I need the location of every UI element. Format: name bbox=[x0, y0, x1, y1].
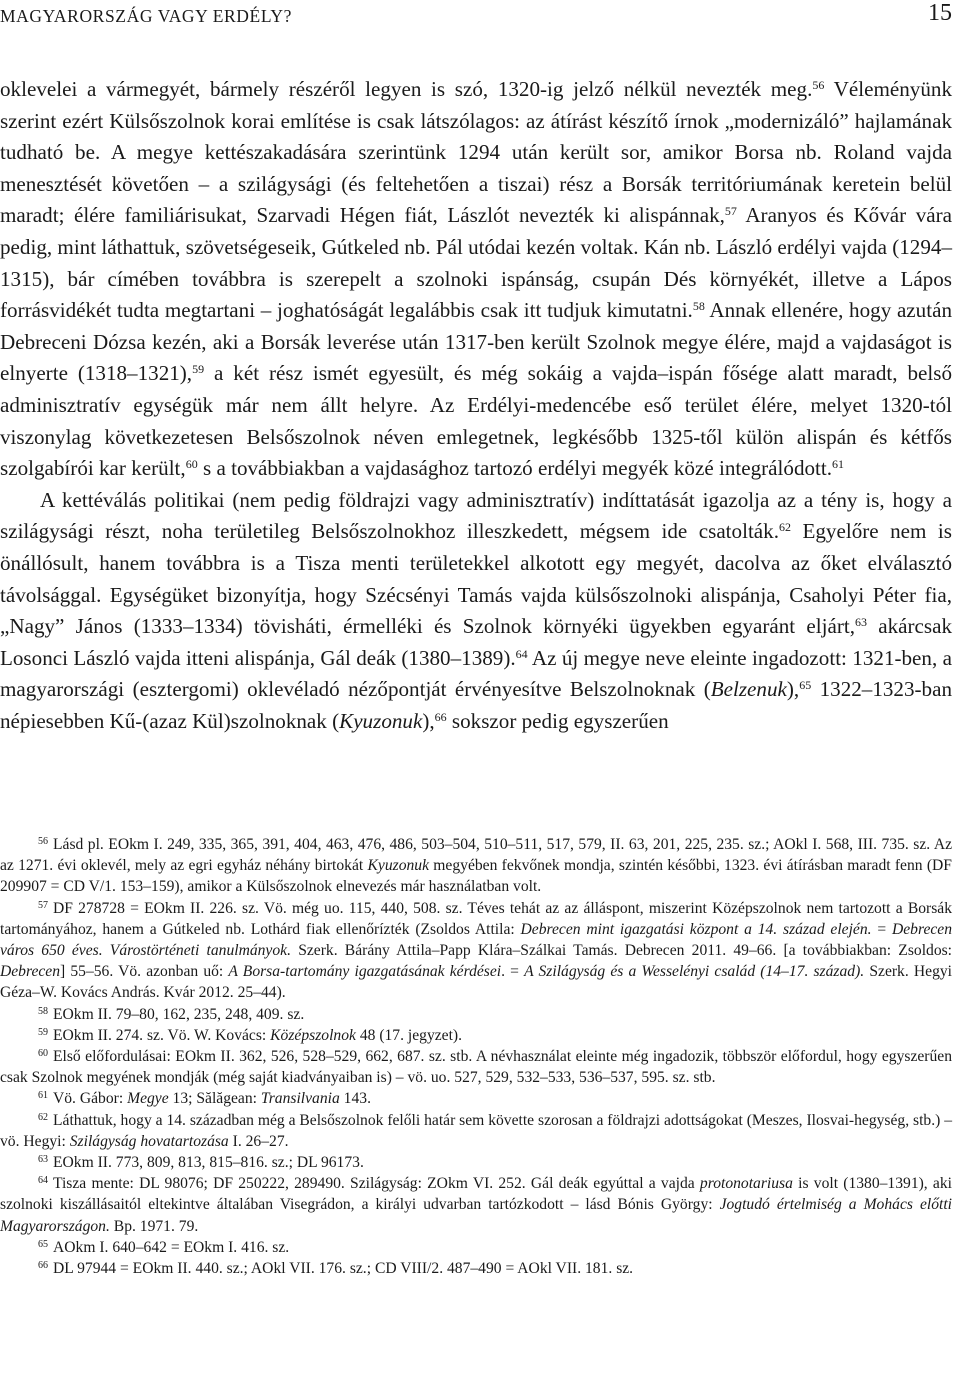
footnote-57 bbox=[0, 898, 952, 1004]
footnote-italic: Transilvania bbox=[260, 1090, 340, 1108]
footnote-text: 13; Sălăgean: bbox=[172, 1090, 257, 1108]
text-run: sokszor pedig egyszerűen bbox=[451, 708, 669, 733]
footnote-text: EOkm II. 274. sz. Vö. W. Kovács: bbox=[53, 1026, 267, 1044]
footnote-number: 64 bbox=[38, 1175, 48, 1187]
footnote-number: 62 bbox=[38, 1111, 48, 1123]
footnote-italic: Középszolnok bbox=[270, 1026, 356, 1044]
footnote-65 bbox=[0, 1237, 952, 1258]
footnote-text: Lásd pl. EOkm I. 249, 335, 365, 391, 404, 463, 476, 486, 503–504, 510–511, 517, 579, II. 63, 201, 225, 235. sz.; AOkl I. 568, III. 735. sz. Az az 1271. évi oklevél, mely az egri egyház néhány birtokát bbox=[0, 836, 952, 875]
footnote-text: is volt (1380–1391), aki szolnoki kiszállásaitól eltekintve általában Visegrádon, a királyi udvarban tartózkodott – lásd Bónis György: bbox=[0, 1175, 952, 1214]
footnote-italic: Szilágyság hovatartozása bbox=[69, 1132, 229, 1150]
text-run: ), bbox=[422, 708, 435, 733]
footnote-ref-64[interactable]: 64 bbox=[515, 646, 528, 661]
footnote-56 bbox=[0, 834, 952, 898]
footnote-italic: Jogtudó értelmiség a Mohács előtti Magyarországon. bbox=[0, 1196, 952, 1235]
text-run: Véleményünk szerint ezért Külsőszolnok korai említése is csak látszólagos: az átírást készítő írnok „modernizáló” hajlamának tudható be. A megye kettészakadására szerintünk 1294 után került sor, amikor Borsa nb. Roland vajda menesztését követően – a szilágysági (és feltehetően a tiszai) rész a Borsák territóriumának keretein belül maradt; élére familiárisukat, Szarvadi Hégen fiát, Lászlót nevezték ki alispánnak, bbox=[0, 77, 952, 228]
footnote-italic: A Szilágyság és a Wesselényi család (14–17. század). bbox=[524, 963, 865, 981]
footnote-61 bbox=[0, 1088, 952, 1109]
footnote-60 bbox=[0, 1046, 952, 1088]
footnote-ref-65[interactable]: 65 bbox=[799, 678, 812, 693]
footnote-66 bbox=[0, 1258, 952, 1279]
footnote-63 bbox=[0, 1152, 952, 1173]
footnote-ref-61[interactable]: 61 bbox=[832, 457, 845, 472]
footnote-number: 61 bbox=[38, 1090, 48, 1102]
footnote-ref-63[interactable]: 63 bbox=[854, 615, 867, 630]
footnote-number: 59 bbox=[38, 1026, 48, 1038]
footnote-ref-62[interactable]: 62 bbox=[779, 520, 791, 535]
footnote-ref-57[interactable]: 57 bbox=[724, 204, 737, 219]
footnote-italic: Debrecen város 650 éves. Várostörténeti tanulmányok. bbox=[0, 920, 952, 960]
footnote-ref-56[interactable]: 56 bbox=[812, 78, 825, 92]
footnote-text: . = bbox=[501, 963, 519, 981]
footnote-number: 66 bbox=[38, 1260, 48, 1272]
text-run: A kettéválás politikai (nem pedig földrajzi vagy adminisztratív) indíttatását igazolja az a tény is, hogy a szilágysági részt, noha területileg Belsőszolnokhoz illeszkedett, mégsem ide csatolták. bbox=[0, 487, 952, 544]
text-run: ), bbox=[786, 677, 800, 702]
footnote-text: EOkm II. 773, 809, 813, 815–816. sz.; DL 96173. bbox=[53, 1154, 364, 1172]
footnote-text: Szerk. Hegyi Géza–W. Kovács András. Kvár 2012. 25–44). bbox=[0, 963, 953, 1002]
footnote-text: Első előfordulásai: EOkm II. 362, 526, 528–529, 662, 687. sz. stb. A névhasználat eleinte még ingadozik, többször előfordul, hogy egyszerűen csak Szolnok megyének mondják (még saját kiadványaiban is) – vö. uo. 527, 529, 532–533, 536–537, 595. sz. stb. bbox=[0, 1048, 952, 1087]
main-text bbox=[0, 74, 952, 737]
footnote-number: 60 bbox=[38, 1048, 48, 1060]
footnote-ref-60[interactable]: 60 bbox=[185, 457, 198, 472]
footnote-italic: Kyuzonuk bbox=[367, 857, 430, 875]
text-run: László erdélyi vajda (1294–1315), bár címében továbbra is szerepelt a szolnoki ispánság, csupán Dés környékét, illetve a Lápos forrásvidékét tudta megtartani – joghatóságát legalábbis csak itt tudjuk kimutatni. bbox=[0, 234, 952, 323]
footnote-text: Szerk. Bárány Attila–Papp Klára–Szálkai Tamás. Debrecen 2011. 49–66. [a továbbiakban: Zsoldos: bbox=[298, 942, 953, 960]
paragraph-1 bbox=[0, 74, 952, 485]
footnote-64 bbox=[0, 1173, 952, 1237]
page-number: 15 bbox=[928, 0, 952, 26]
footnote-text: DL 97944 = EOkm II. 440. sz.; AOkl VII. 176. sz.; CD VIII/2. 487–490 = AOkl VII. 181. sz. bbox=[53, 1260, 634, 1278]
footnote-text: DF 278728 = EOkm II. 226. sz. Vö. még uo. 115, 440, 508. sz. Téves tehát az az álláspont, miszerint Középszolnok nem tartozott a Borsák tartományához, hanem a Gútkeled nb. Lothárd fiak ellenőrízték (Zsoldos Attila: bbox=[0, 899, 952, 938]
footnote-number: 56 bbox=[38, 836, 48, 847]
footnote-number: 63 bbox=[38, 1154, 48, 1166]
text-run: Az új megye neve eleinte ingadozott: 1321-ben, a magyarországi (esztergomi) oklevéladó nézőpontját érvényesítve Belszolnoknak ( bbox=[0, 645, 952, 702]
footnote-text: 143. bbox=[343, 1090, 371, 1108]
footnote-text: Vö. Gábor: bbox=[53, 1090, 124, 1108]
text-run: Egyelőre nem is önállósult, hanem továbbra is a Tisza menti területekkel alkotott egy megyét, dacolva az őket elválasztó távolsággal. Egységüket bizonyítja, hogy Szécsényi Tamás vajda külsőszolnoki alispánja, Csaholyi Péter fia, „Nagy” János (1333–1334) tövisháti, érmelléki és Szolnok környéki ügyekben egyaránt eljárt, bbox=[0, 519, 952, 639]
footnote-italic: protonotariusa bbox=[699, 1175, 793, 1193]
latin-name: Kyuzonuk bbox=[339, 708, 423, 733]
text-run: s a továbbiakban a vajdasághoz tartozó erdélyi megyék közé integrálódott. bbox=[202, 456, 833, 481]
footnote-ref-66[interactable]: 66 bbox=[434, 709, 447, 724]
footnote-59 bbox=[0, 1025, 952, 1046]
footnote-number: 58 bbox=[38, 1005, 48, 1017]
paragraph-2 bbox=[0, 485, 952, 738]
text-run: Annak ellenére, hogy azután Debreceni Dózsa kezén, aki a Borsák leverése után 1317-ben került Szolnok megye élére, majd a vajdaságot is elnyerte (1318–1321), bbox=[0, 298, 952, 386]
text-run: oklevelei a vármegyét, bármely részéről legyen is szó, 1320-ig jelző nélkül nevezték meg. bbox=[0, 77, 813, 101]
running-title: MAGYARORSZÁG VAGY ERDÉLY? bbox=[0, 6, 292, 26]
footnote-text: 48 (17. jegyzet). bbox=[359, 1026, 463, 1044]
footnote-ref-58[interactable]: 58 bbox=[692, 299, 705, 314]
text-run: akárcsak Losonci László vajda itteni alispánja, Gál deák (1380–1389). bbox=[0, 614, 952, 670]
footnote-text: megyében fekvőnek mondja, szintén későbbi, 1323. évi átírásban maradt fenn (DF 209907 = CD V/1. 153–159), amikor a Külsőszolnok elnevezés már használatban volt. bbox=[0, 857, 952, 896]
footnote-italic: A Borsa-tartomány igazgatásának kérdései bbox=[228, 963, 502, 981]
footnotes bbox=[0, 834, 952, 1279]
footnote-58 bbox=[0, 1004, 952, 1025]
running-head bbox=[0, 0, 952, 34]
footnote-number: 57 bbox=[38, 899, 48, 911]
footnote-ref-59[interactable]: 59 bbox=[192, 362, 205, 377]
footnote-number: 65 bbox=[38, 1238, 48, 1250]
footnote-text: I. 26–27. bbox=[232, 1132, 289, 1150]
footnote-italic: Megye bbox=[127, 1090, 169, 1108]
footnote-italic: Debrecen mint igazgatási központ a 14. század elején. bbox=[520, 920, 872, 938]
footnote-text: ] 55–56. Vö. azonban uő: bbox=[60, 963, 224, 981]
footnote-text: Bp. 1971. 79. bbox=[113, 1217, 199, 1235]
footnote-text: Tisza mente: DL 98076; DF 250222, 289490. Szilágyság: ZOkm VI. 252. Gál deák egyúttal a vajda bbox=[53, 1175, 695, 1193]
footnote-italic: Debrecen bbox=[0, 963, 61, 981]
footnote-text: Láthattuk, hogy a 14. században még a Belsőszolnok felőli határ sem követte szorosan a földrajzi adottságokat (Meszes, Ilosvai-hegység, stb.) – vö. Hegyi: bbox=[0, 1111, 952, 1150]
text-run: 1322–1323-ban népiesebben Kű-(azaz Kül)szolnoknak ( bbox=[0, 677, 952, 733]
text-run: a két rész ismét egyesült, és még sokáig a vajda–ispán fősége alatt maradt, belső adminisztratív egységük már nem állt helyre. Az Erdélyi-medencébe eső terület élére, melyet 1320-tól viszonylag következetesen Belsőszolnok néven emlegetnek, legkésőbb 1325-től külön alispán és kétfős szolgabírói kar került, bbox=[0, 361, 952, 481]
footnote-62 bbox=[0, 1110, 952, 1152]
footnote-text: EOkm II. 79–80, 162, 235, 248, 409. sz. bbox=[53, 1005, 305, 1023]
text-run: Aranyos és Kővár vára pedig, mint láthattuk, szövetségeseik, Gútkeled nb. Pál utódai kezén voltak. Kán nb. bbox=[0, 203, 953, 259]
footnote-text: AOkm I. 640–642 = EOkm I. 416. sz. bbox=[53, 1238, 290, 1256]
latin-name: Belzenuk bbox=[710, 677, 787, 702]
footnote-text: = bbox=[877, 920, 887, 938]
